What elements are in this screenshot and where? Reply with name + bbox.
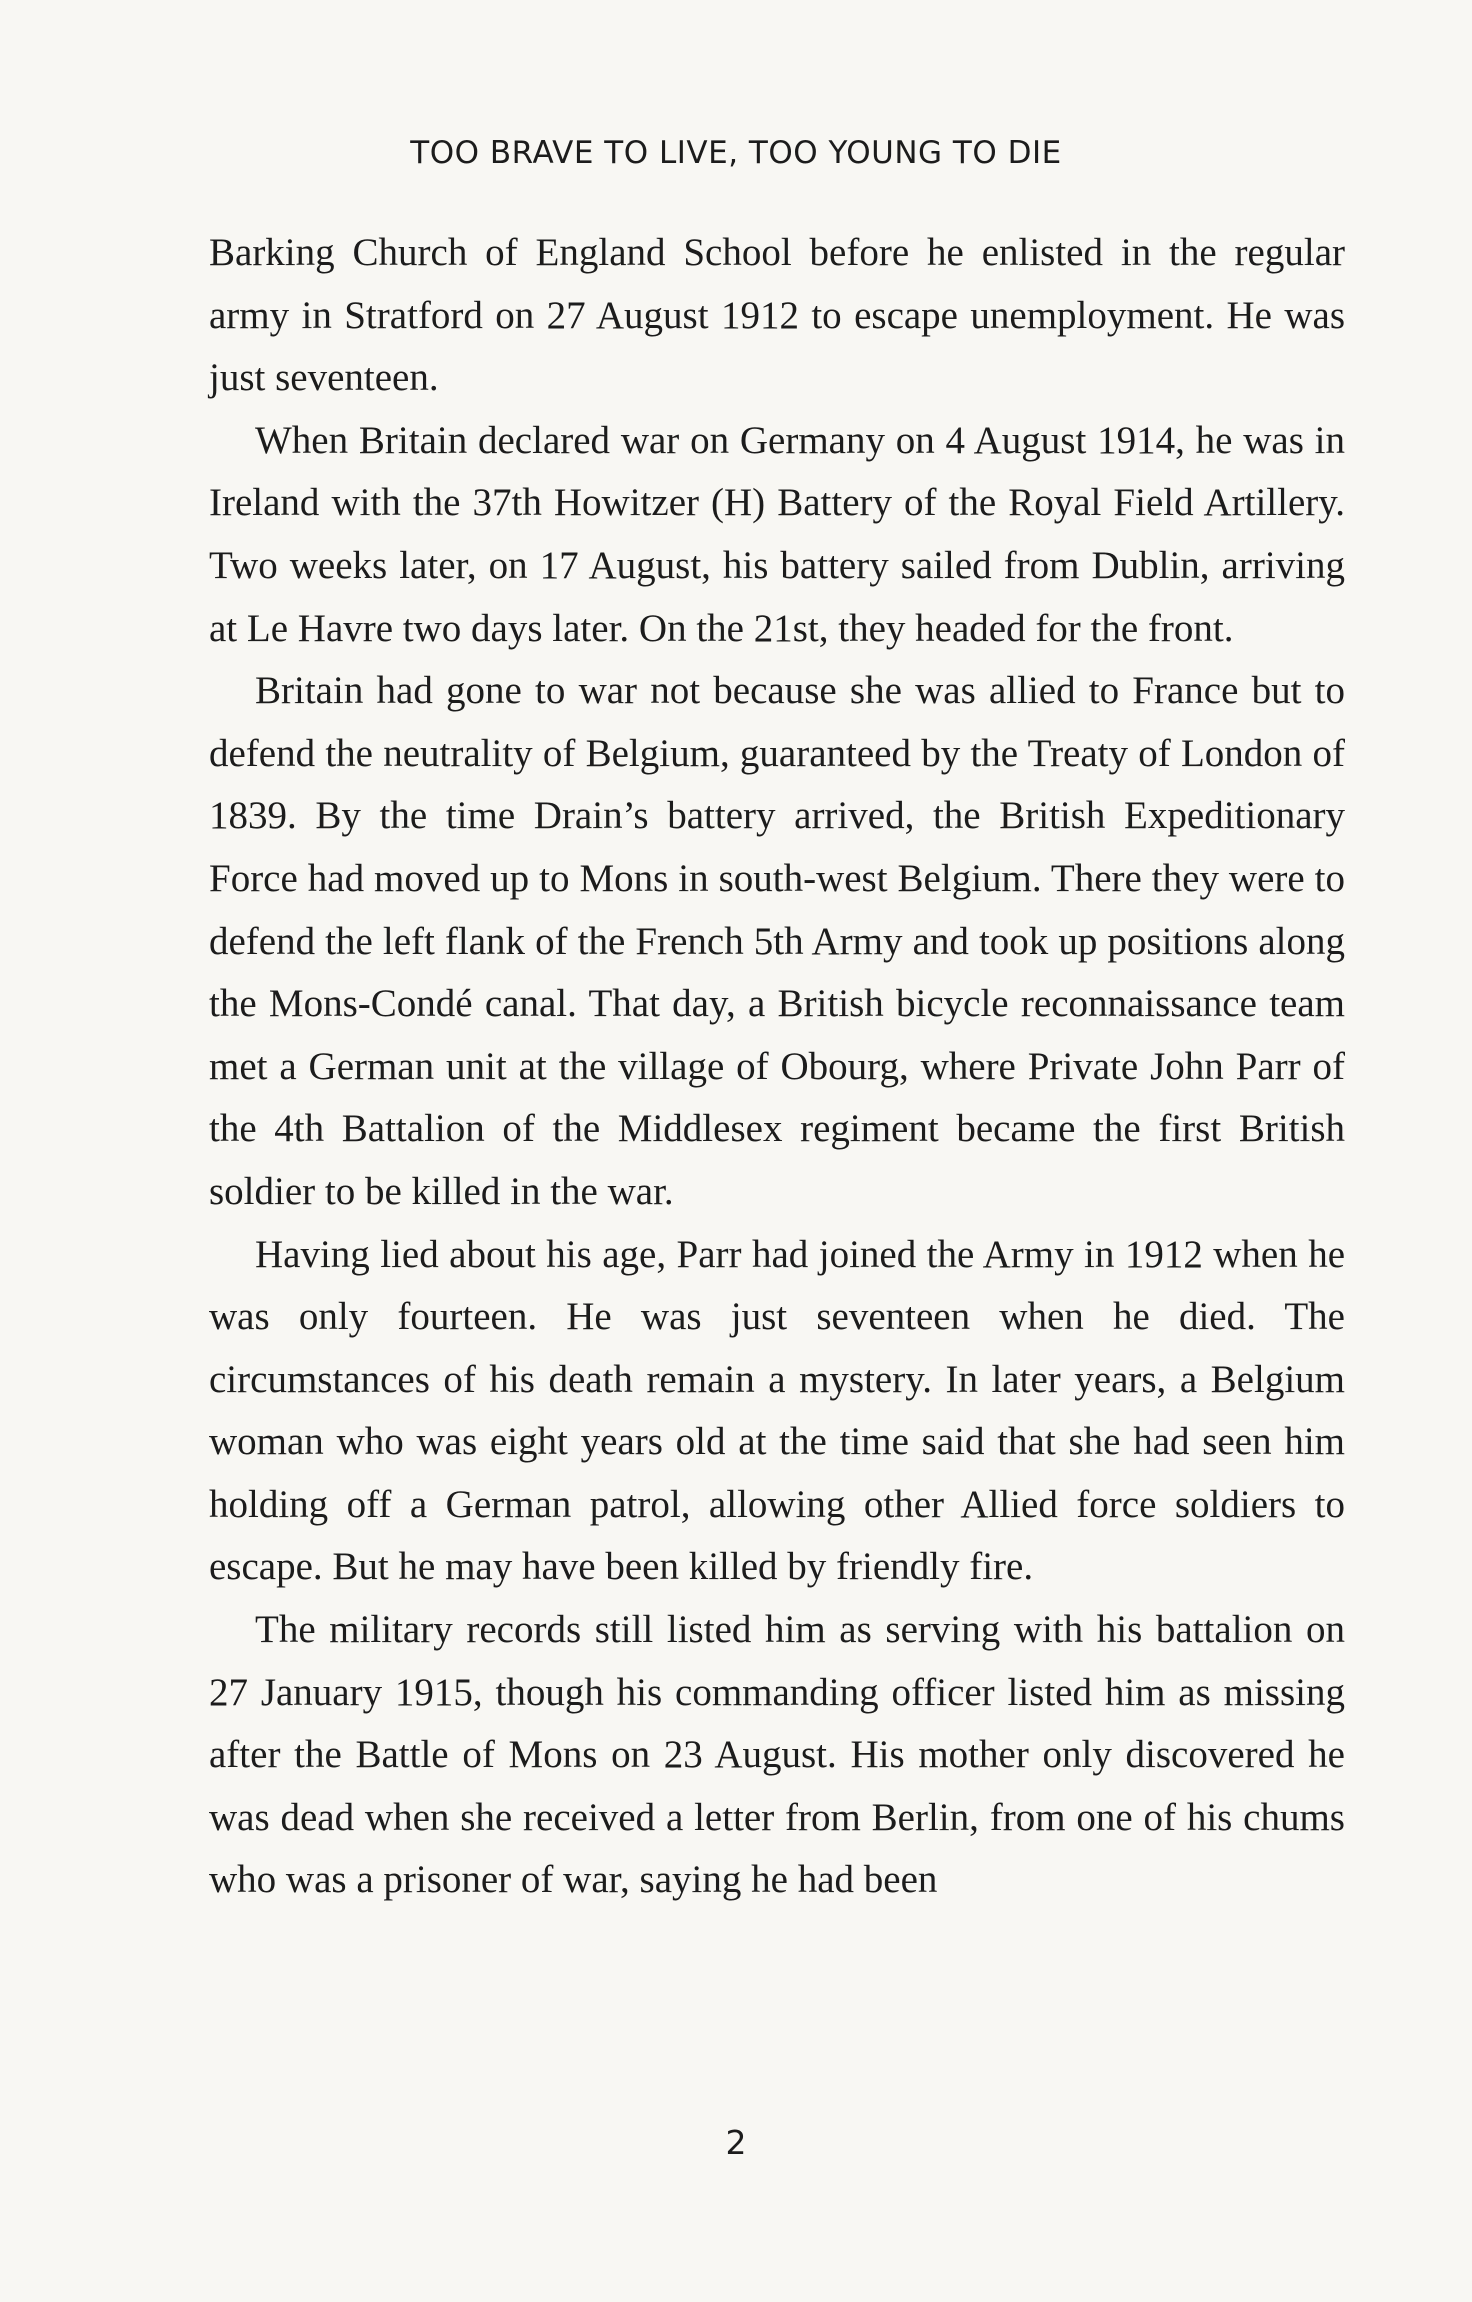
body-text: [209, 222, 1345, 1912]
paragraph-2: When Britain declared war on Germany on 4 August 1914, he was in Ireland with the 37th Howitzer (H) Battery of the Royal Field Artillery. Two weeks later, on 17 August, his battery sailed from Dublin, arriving at Le Havre two days later. On the 21st, they headed for the front.: [209, 418, 1345, 650]
running-head: TOO BRAVE TO LIVE, TOO YOUNG TO DIE: [410, 135, 1062, 171]
paragraph-1: Barking Church of England School before he enlisted in the regular army in Stratford on 27 August 1912 to escape unemployment. He was just seventeen.: [209, 231, 1345, 400]
paragraph-3: Britain had gone to war not because she was allied to France but to defend the neutrality of Belgium, guaranteed by the Treaty of London of 1839. By the time Drain’s battery arrived, the British Expeditionary Force had moved up to Mons in south-west Belgium. There they were to defend the left flank of the French 5th Army and took up positions along the Mons-Condé canal. That day, a British bicycle reconnaissance team met a German unit at the village of Obourg, where Private John Parr of the 4th Battalion of the Middlesex regiment became the first British soldier to be killed in the war.: [209, 669, 1345, 1213]
page-number: 2: [725, 2123, 747, 2162]
paragraph-4: Having lied about his age, Parr had joined the Army in 1912 when he was only fourteen. He was just seventeen when he died. The circumstances of his death remain a mystery. In later years, a Belgium woman who was eight years old at the time said that she had seen him holding off a German patrol, allowing other Allied force soldiers to escape. But he may have been killed by friendly fire.: [209, 1232, 1345, 1589]
paragraph-5: The military records still listed him as serving with his battalion on 27 January 1915, though his commanding officer listed him as missing after the Battle of Mons on 23 August. His mother only discovered he was dead when she received a letter from Berlin, from one of his chums who was a prisoner of war, saying he had been: [209, 1608, 1345, 1902]
